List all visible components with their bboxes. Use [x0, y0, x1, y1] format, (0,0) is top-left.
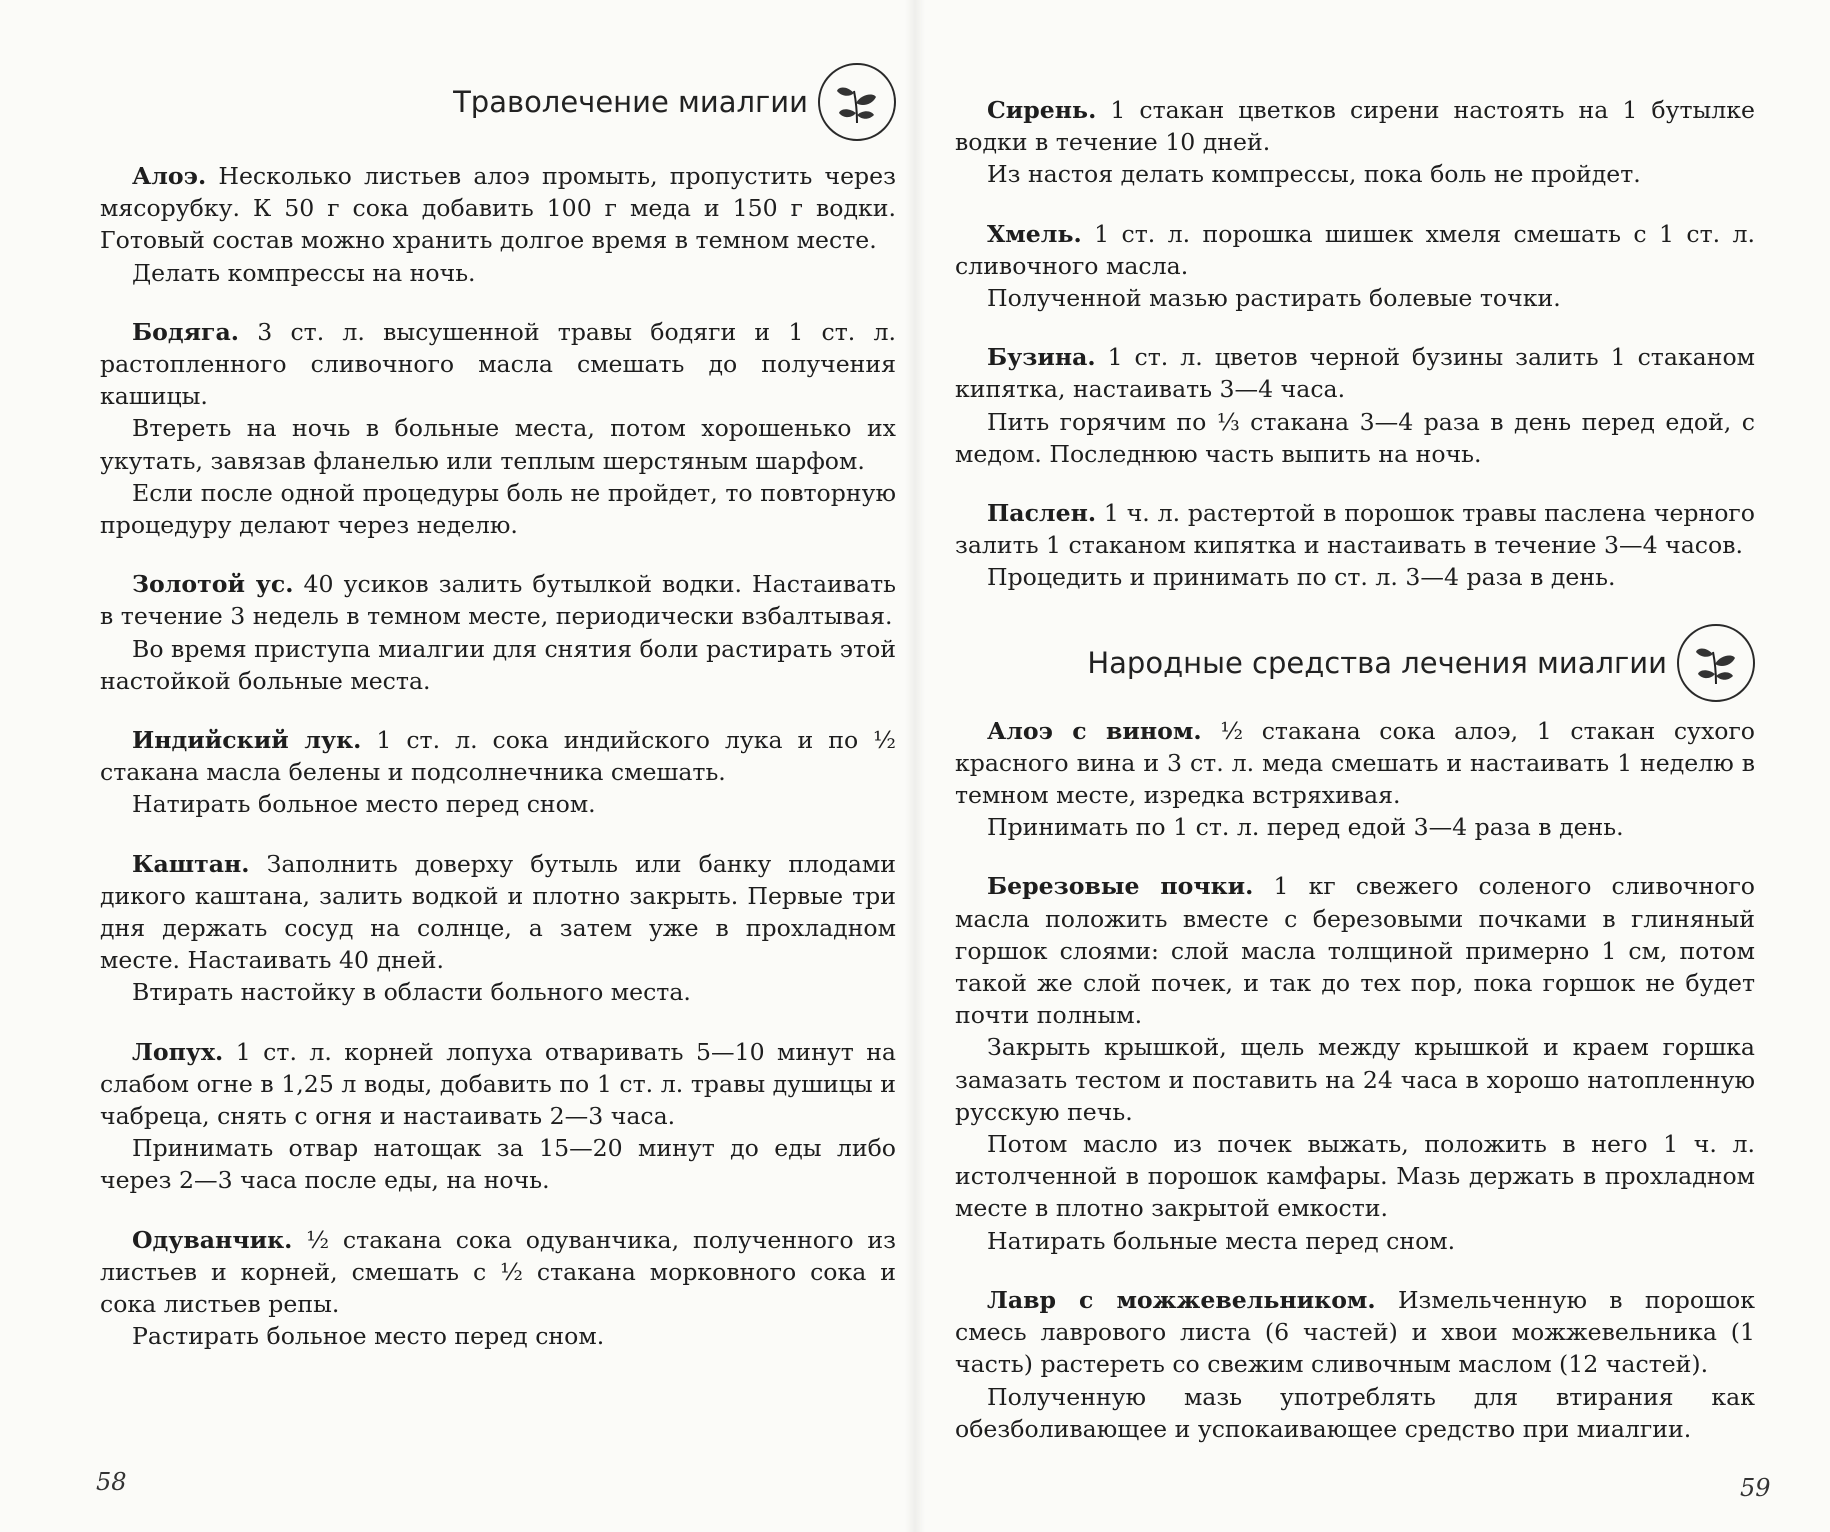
herb-leaf-icon	[818, 63, 896, 141]
remedy-text: Полученную мазь употреблять для втирания как обезболивающее и успокаивающее средство при миалгии.	[955, 1382, 1755, 1443]
remedy-paragraph	[955, 715, 1755, 812]
remedy-entry	[100, 724, 896, 821]
remedy-entry	[100, 1224, 896, 1353]
remedy-text: Втереть на ночь в больные места, потом хорошенько их укутать, завязав фланелью или теплым шерстяным шарфом.	[100, 414, 896, 475]
remedy-paragraph	[100, 1320, 896, 1352]
remedy-text: 1 ч. л. растертой в порошок травы паслена черного залить 1 стаканом кипятка и настаивать в течение 3—4 часов.	[955, 499, 1755, 560]
remedy-text: ½ стакана сока одуванчика, полученного из листьев и корней, смешать с ½ стакана морковного сока и сока листьев репы.	[100, 1225, 896, 1319]
remedy-text: Втирать настойку в области больного места.	[132, 978, 691, 1007]
remedy-paragraph	[100, 1036, 896, 1133]
remedy-text: Из настоя делать компрессы, пока боль не пройдет.	[987, 160, 1641, 189]
remedy-paragraph	[100, 568, 896, 632]
remedy-name: Лавр с можжевельником.	[987, 1285, 1376, 1314]
page-number: 59	[1740, 1474, 1771, 1502]
remedy-text: 1 ст. л. порошка шишек хмеля смешать с 1 ст. л. сливочного масла.	[955, 219, 1756, 280]
remedy-paragraph	[955, 341, 1755, 405]
remedy-text: Принимать по 1 ст. л. перед едой 3—4 раза в день.	[987, 813, 1624, 842]
remedy-entry	[955, 218, 1755, 315]
remedy-paragraph	[955, 94, 1755, 158]
remedy-entry	[955, 497, 1755, 594]
remedy-text: 1 ст. л. корней лопуха отваривать 5—10 минут на слабом огне в 1,25 л воды, добавить по 1 ст. л. травы душицы и чабреца, снять с огня и настаивать 2—3 часа.	[100, 1037, 897, 1131]
remedy-text: Натирать больные места перед сном.	[987, 1226, 1456, 1255]
remedy-paragraph	[100, 160, 896, 257]
remedy-paragraph	[955, 497, 1755, 561]
remedy-paragraph	[100, 412, 896, 476]
remedy-paragraph	[955, 1225, 1755, 1257]
remedy-paragraph	[955, 1031, 1755, 1128]
remedy-paragraph	[100, 633, 896, 697]
remedy-paragraph	[955, 406, 1755, 470]
remedy-name: Каштан.	[132, 849, 250, 878]
remedy-entry	[100, 160, 896, 289]
remedy-entry	[955, 341, 1755, 470]
remedy-text: Растирать больное место перед сном.	[132, 1322, 605, 1351]
remedy-text: 1 ст. л. цветов черной бузины залить 1 стаканом кипятка, настаивать 3—4 часа.	[955, 343, 1755, 404]
remedy-name: Лопух.	[132, 1037, 224, 1066]
remedy-entry	[100, 1036, 896, 1197]
remedy-text: Принимать отвар натощак за 15—20 минут до еды либо через 2—3 часа после еды, на ночь.	[100, 1134, 896, 1195]
remedy-paragraph	[955, 1284, 1755, 1381]
remedy-name: Бодяга.	[132, 317, 240, 346]
remedy-paragraph	[955, 218, 1755, 282]
remedy-paragraph	[955, 1381, 1755, 1445]
remedy-name: Сирень.	[987, 96, 1097, 124]
remedy-text: Во время приступа миалгии для снятия боли растирать этой настойкой больные места.	[100, 634, 896, 695]
remedy-entry	[100, 568, 896, 697]
remedy-paragraph	[100, 724, 896, 788]
herb-leaf-icon	[1677, 624, 1755, 702]
remedy-paragraph	[955, 282, 1755, 314]
remedy-text: 40 усиков залить бутылкой водки. Настаивать в течение 3 недель в темном месте, периодически взбалтывая.	[100, 570, 897, 631]
remedy-name: Золотой ус.	[132, 570, 294, 599]
remedy-text: ½ стакана сока алоэ, 1 стакан сухого красного вина и 3 ст. л. меда смешать и настаивать 1 неделю в темном месте, изредка встряхивая.	[955, 716, 1756, 810]
left-section-heading	[100, 60, 896, 144]
remedy-name: Паслен.	[987, 499, 1097, 528]
remedy-paragraph	[100, 848, 896, 977]
remedy-text: Если после одной процедуры боль не пройдет, то повторную процедуру делают через неделю.	[100, 478, 896, 540]
remedy-text: Натирать больное место перед сном.	[132, 790, 596, 819]
remedy-name: Алоэ с вином.	[987, 716, 1202, 745]
remedy-name: Алоэ.	[132, 162, 207, 190]
remedy-paragraph	[955, 811, 1755, 843]
right-entries-top	[955, 94, 1755, 594]
remedy-paragraph	[955, 561, 1755, 593]
remedy-entry	[955, 1284, 1755, 1445]
remedy-name: Березовые почки.	[987, 872, 1254, 901]
remedy-entry	[100, 316, 896, 541]
right-entries-bottom	[955, 715, 1755, 1445]
right-text-column	[955, 94, 1755, 1472]
remedy-text: Заполнить доверху бутыль или банку плодами дикого каштана, залить водкой и плотно закрыть. Первые три дня держать сосуд на солнце, а затем уже в прохладном месте. Настаивать 40 дней.	[100, 849, 896, 975]
remedy-paragraph	[100, 257, 896, 289]
remedy-text: 3 ст. л. высушенной травы бодяги и 1 ст. л. растопленного сливочного масла смешать до получения кашицы.	[100, 317, 896, 411]
remedy-name: Хмель.	[987, 219, 1082, 248]
section-title: Народные средства лечения миалгии	[1087, 645, 1667, 680]
left-text-column	[100, 160, 896, 1380]
remedy-entry	[955, 715, 1755, 844]
remedy-paragraph	[955, 158, 1755, 190]
right-page	[915, 0, 1830, 1532]
remedy-paragraph	[100, 477, 896, 541]
remedy-paragraph	[100, 1132, 896, 1196]
remedy-paragraph	[955, 870, 1755, 1031]
remedy-name: Одуванчик.	[132, 1225, 293, 1254]
remedy-text: 1 стакан цветков сирени настоять на 1 бутылке водки в течение 10 дней.	[955, 96, 1755, 157]
remedy-text: Делать компрессы на ночь.	[132, 258, 476, 287]
remedy-text: Процедить и принимать по ст. л. 3—4 раза в день.	[987, 563, 1616, 592]
remedy-entry	[955, 870, 1755, 1256]
remedy-text: Потом масло из почек выжать, положить в него 1 ч. л. истолченной в порошок камфары. Мазь держать в прохладном месте в плотно закрытой емкости.	[955, 1130, 1755, 1223]
remedy-paragraph	[100, 1224, 896, 1321]
remedy-text: Закрыть крышкой, щель между крышкой и краем горшка замазать тестом и поставить на 24 часа в хорошо натопленную русскую печь.	[955, 1033, 1755, 1126]
remedy-entry	[955, 94, 1755, 191]
remedy-name: Бузина.	[987, 343, 1096, 372]
remedy-text: Несколько листьев алоэ промыть, пропустить через мясорубку. К 50 г сока добавить 100 г меда и 150 г водки. Готовый состав можно хранить долгое время в темном месте.	[100, 162, 896, 255]
remedy-entry	[100, 848, 896, 1009]
remedy-text: 1 кг свежего соленого сливочного масла положить вместе с березовыми почками в глиняный горшок слоями: слой масла толщиной примерно 1 см, потом такой же слой почек, и так до тех пор, пока горшок не будет почти полным.	[955, 872, 1756, 1030]
remedy-paragraph	[955, 1128, 1755, 1225]
remedy-text: Пить горячим по ⅓ стакана 3—4 раза в день перед едой, с медом. Последнюю часть выпить на ночь.	[955, 407, 1755, 468]
right-section-heading	[955, 621, 1755, 705]
section-title: Траволечение миалгии	[453, 85, 808, 119]
remedy-paragraph	[100, 976, 896, 1008]
remedy-paragraph	[100, 788, 896, 820]
remedy-name: Индийский лук.	[132, 726, 362, 755]
remedy-paragraph	[100, 316, 896, 413]
page-number: 58	[96, 1468, 127, 1496]
remedy-text: 1 ст. л. сока индийского лука и по ½ стакана масла белены и подсолнечника смешать.	[100, 726, 897, 787]
remedy-text: Измельченную в порошок смесь лаврового листа (6 частей) и хвои можжевельника (1 часть) растереть со свежим сливочным маслом (12 частей).	[955, 1285, 1755, 1379]
remedy-text: Полученной мазью растирать болевые точки.	[987, 284, 1561, 313]
